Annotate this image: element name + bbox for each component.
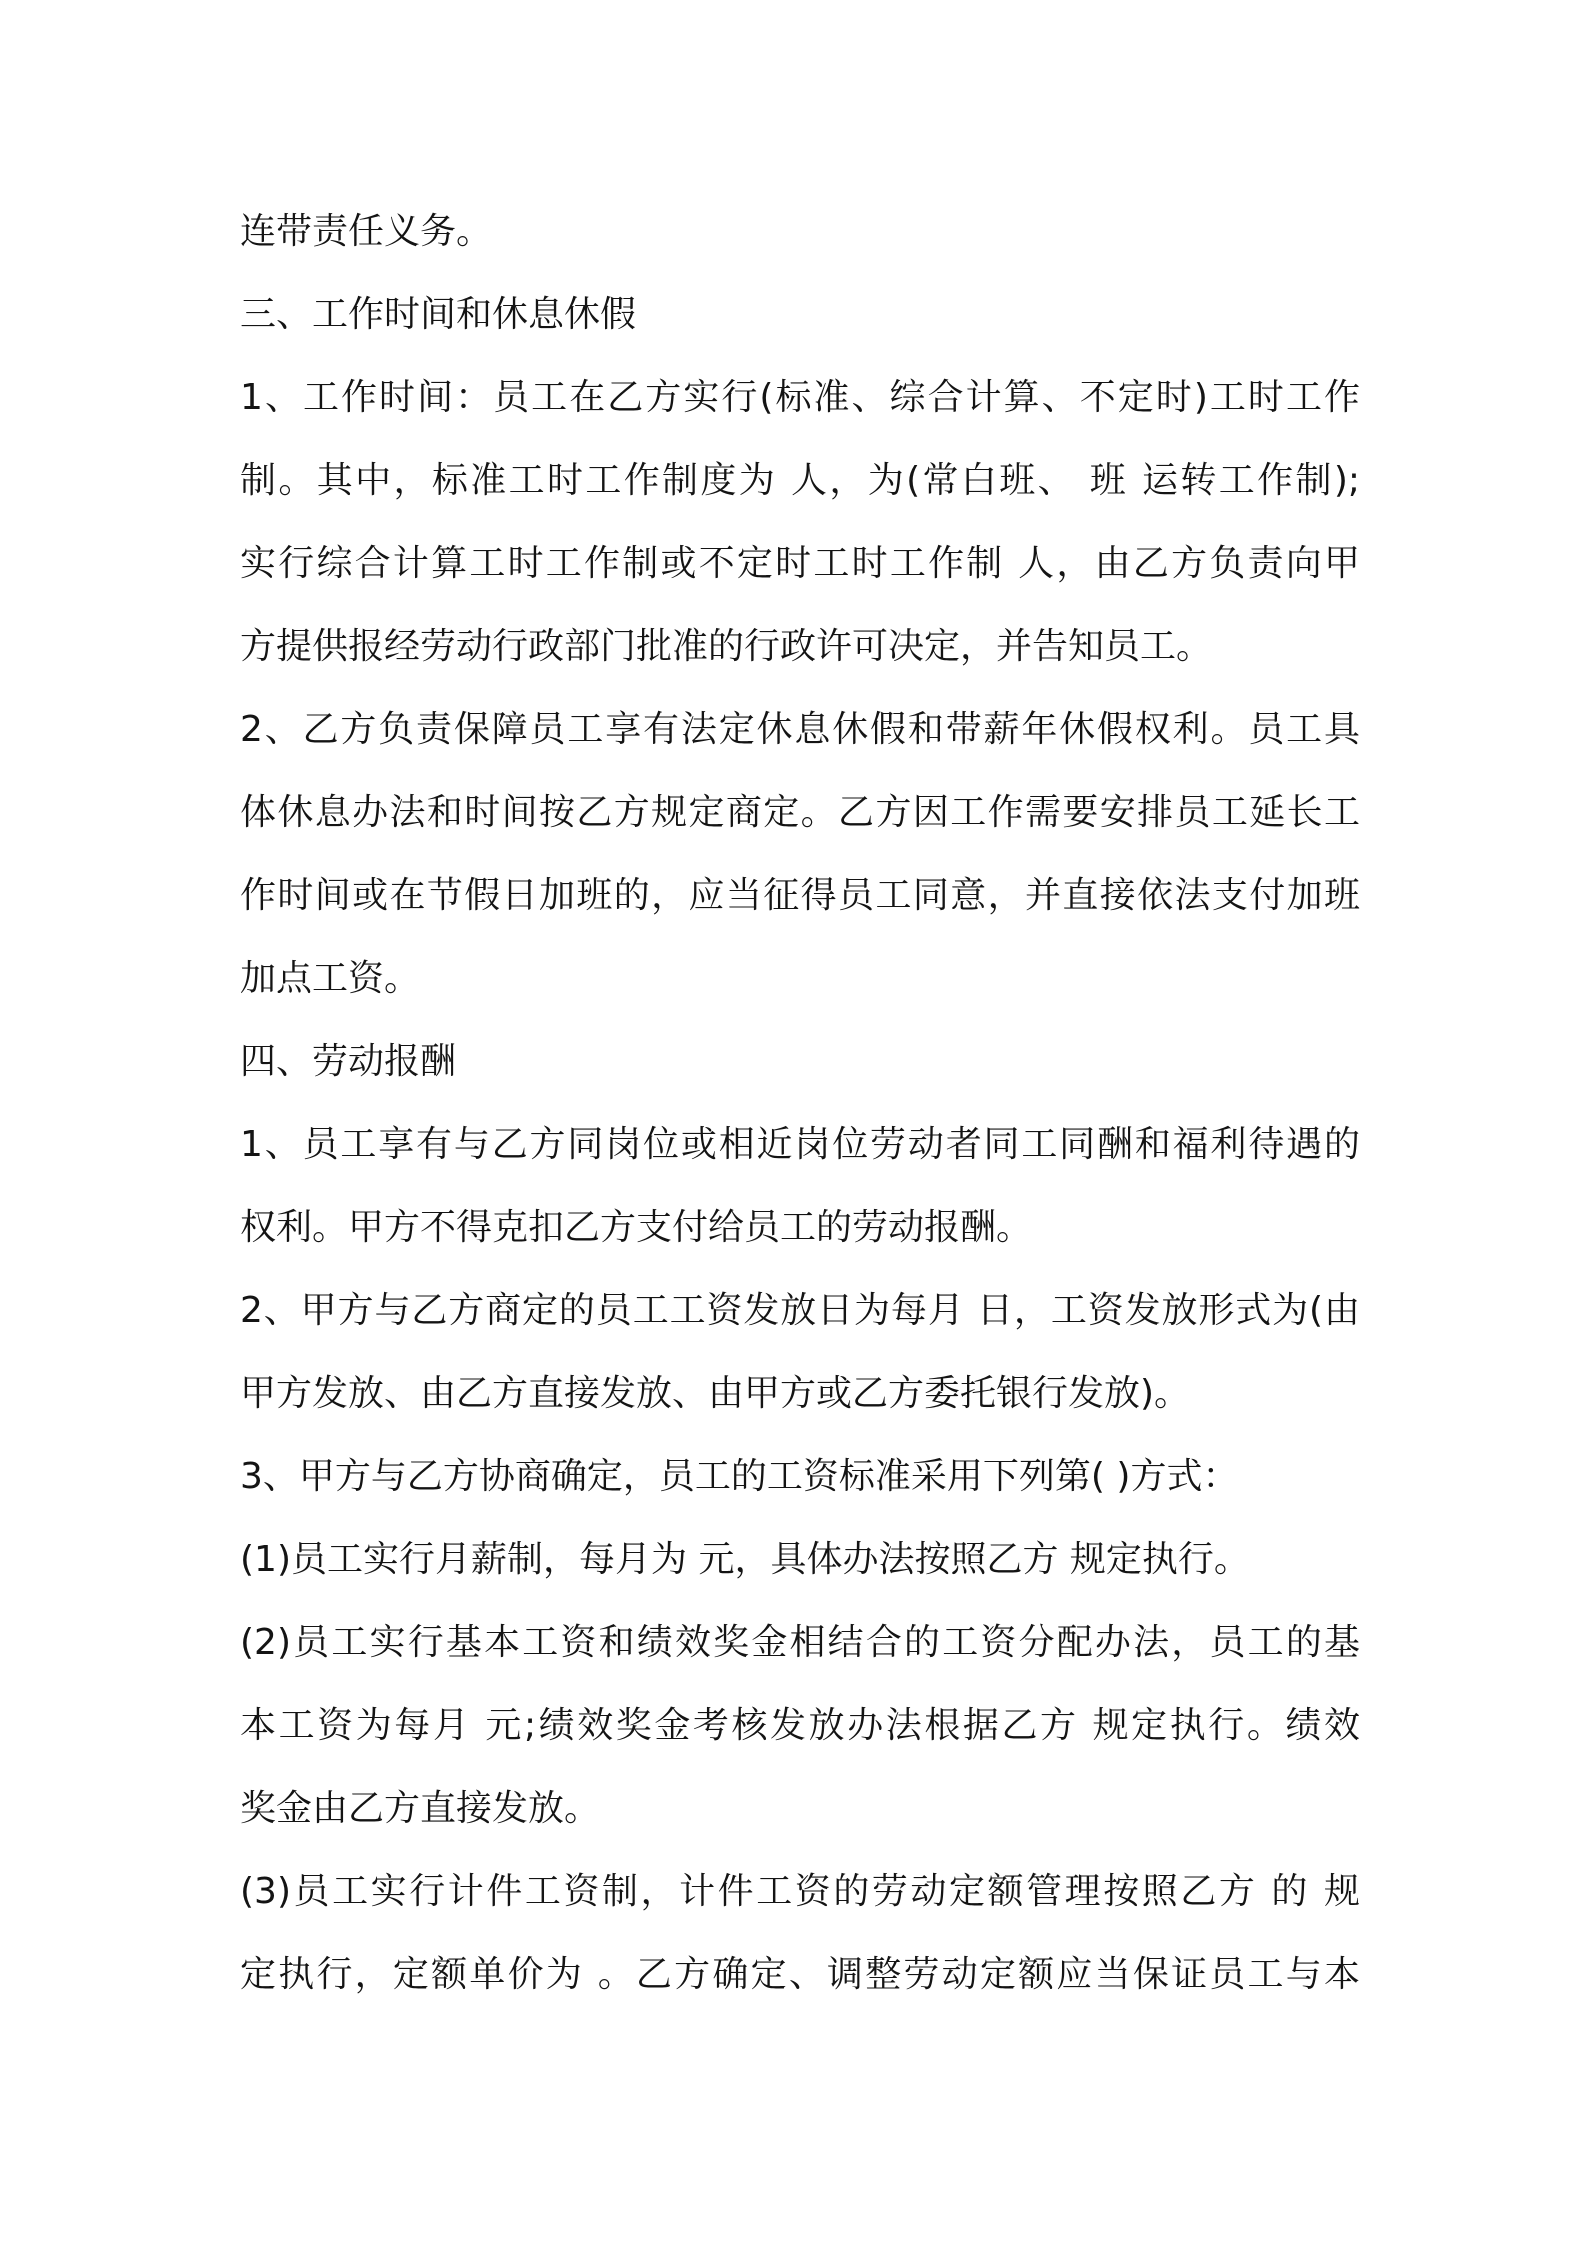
text-line: 方提供报经劳动行政部门批准的行政许可决定，并告知员工。 [240,626,1213,667]
text-line: 本工资为每月 元;绩效奖金考核发放办法根据乙方 规定执行。绩效 [240,1705,1360,1746]
text-line: 1、员工享有与乙方同岗位或相近岗位劳动者同工同酬和福利待遇的 [240,1124,1360,1165]
text-line: (1)员工实行月薪制，每月为 元，具体办法按照乙方 规定执行。 [240,1539,1250,1580]
text-line: 制。其中，标准工时工作制度为 人，为(常白班、 班 运转工作制); [240,460,1360,501]
text-line: 体休息办法和时间按乙方规定商定。乙方因工作需要安排员工延长工 [240,792,1360,833]
text-line: 权利。甲方不得克扣乙方支付给员工的劳动报酬。 [240,1207,1033,1248]
text-line: 作时间或在节假日加班的，应当征得员工同意，并直接依法支付加班 [240,875,1360,916]
section-heading: 三、工作时间和休息休假 [240,294,637,335]
text-line: 加点工资。 [240,958,421,999]
document-body [240,190,1360,2016]
text-line: 奖金由乙方直接发放。 [240,1788,601,1829]
text-line: 2、乙方负责保障员工享有法定休息休假和带薪年休假权利。员工具 [240,709,1360,750]
text-line: 2、甲方与乙方商定的员工工资发放日为每月 日，工资发放形式为(由 [240,1290,1360,1331]
text-line: 1、工作时间：员工在乙方实行(标准、综合计算、不定时)工时工作 [240,377,1360,418]
text-line: 甲方发放、由乙方直接发放、由甲方或乙方委托银行发放)。 [240,1373,1191,1414]
text-line: 定执行，定额单价为 。乙方确定、调整劳动定额应当保证员工与本 [240,1954,1360,1995]
text-line: 实行综合计算工时工作制或不定时工时工作制 人，由乙方负责向甲 [240,543,1360,584]
text-line: (3)员工实行计件工资制，计件工资的劳动定额管理按照乙方 的 规 [240,1871,1360,1912]
section-heading: 四、劳动报酬 [240,1041,457,1082]
text-line: 连带责任义务。 [240,211,493,252]
text-line: (2)员工实行基本工资和绩效奖金相结合的工资分配办法，员工的基 [240,1622,1360,1663]
text-line: 3、甲方与乙方协商确定，员工的工资标准采用下列第( )方式： [240,1456,1239,1497]
